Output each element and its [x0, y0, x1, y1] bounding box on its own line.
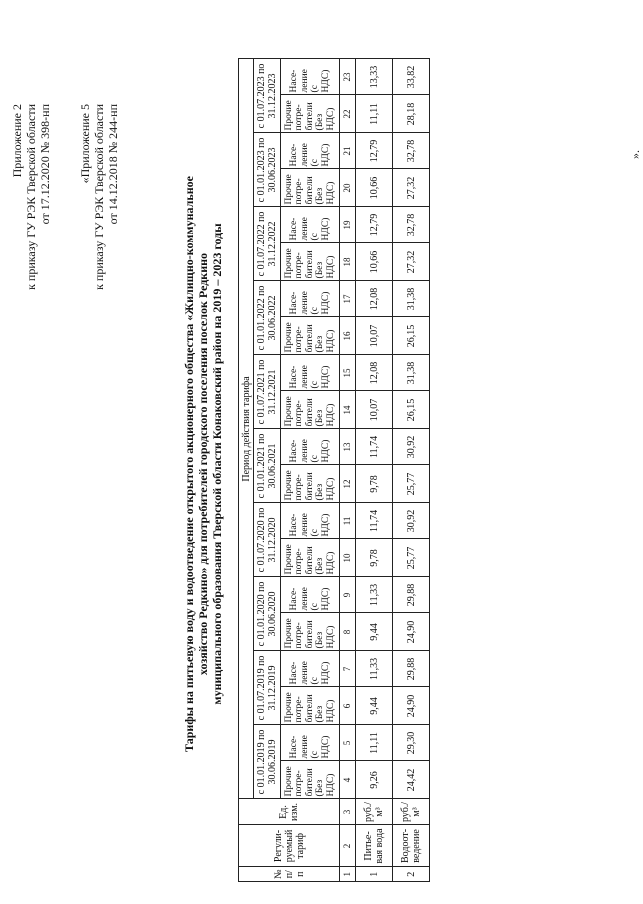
row-tariff-name: Питье-вая вода [356, 825, 393, 867]
header-row-periods [254, 59, 281, 882]
column-index: 21 [340, 133, 356, 169]
column-index: 4 [340, 761, 356, 799]
tariff-value: 24,90 [393, 687, 430, 725]
tariff-value: 24,42 [393, 761, 430, 799]
column-index: 16 [340, 317, 356, 355]
table-row [356, 59, 393, 882]
tariff-value: 33,82 [393, 59, 430, 95]
tariff-value: 12,79 [356, 133, 393, 169]
column-index: 18 [340, 243, 356, 281]
tariff-value: 26,15 [393, 317, 430, 355]
column-index: 6 [340, 687, 356, 725]
tariff-value: 32,78 [393, 207, 430, 243]
appendix-header-line: к приказу ГУ РЭК Тверской области [24, 104, 38, 290]
appendix-header-line: от 17.12.2020 № 398-нп [38, 104, 52, 225]
closing-mark: ». [628, 150, 642, 159]
original-appendix-header [78, 104, 120, 404]
tariff-value: 29,88 [393, 577, 430, 613]
period-header: Период действия тарифа [239, 59, 254, 799]
column-index: 1 [340, 867, 356, 882]
header-row-subcolumns [281, 59, 340, 882]
tariff-value: 24,90 [393, 613, 430, 651]
tariff-value: 26,15 [393, 391, 430, 429]
column-index: 20 [340, 169, 356, 207]
tariff-value: 31,38 [393, 281, 430, 317]
tariff-value: 27,32 [393, 169, 430, 207]
appendix-header-line: Приложение 2 [10, 104, 24, 178]
tariff-value: 25,77 [393, 465, 430, 503]
period-range: с 01.01.2023 по 30.06.2023 [254, 133, 281, 207]
subcol-other-consumers: Прочие потре-бители (Без НДС) [281, 169, 340, 207]
tariff-value: 11,11 [356, 95, 393, 133]
row-unit: руб./ м³ [393, 799, 430, 825]
column-index: 5 [340, 725, 356, 761]
tariff-value: 9,26 [356, 761, 393, 799]
tariff-table [238, 58, 430, 882]
period-range: с 01.01.2021 по 30.06.2021 [254, 429, 281, 503]
subcol-population: Насе-ление (с НДС) [281, 577, 340, 613]
tariff-value: 32,78 [393, 133, 430, 169]
tariff-value: 12,08 [356, 355, 393, 391]
appendix-header-line: от 14.12.2018 № 244-нп [106, 104, 120, 225]
tariff-value: 10,07 [356, 317, 393, 355]
table-row [393, 59, 430, 882]
period-range: с 01.01.2020 по 30.06.2020 [254, 577, 281, 651]
subcol-other-consumers: Прочие потре-бители (Без НДС) [281, 465, 340, 503]
title-line: муниципального образования Тверской области Конаковский район на 2019 – 2023 годы [210, 223, 224, 705]
tariff-value: 29,88 [393, 651, 430, 687]
period-range: с 01.07.2019 по 31.12.2019 [254, 651, 281, 725]
column-index: 3 [340, 799, 356, 825]
tariff-value: 11,74 [356, 429, 393, 465]
tariff-value: 29,30 [393, 725, 430, 761]
column-index: 23 [340, 59, 356, 95]
subcol-other-consumers: Прочие потре-бители (Без НДС) [281, 613, 340, 651]
header-row-period [239, 59, 254, 882]
period-range: с 01.07.2020 по 31.12.2020 [254, 503, 281, 577]
tariff-value: 9,44 [356, 613, 393, 651]
row-number: 2 [393, 867, 430, 882]
tariff-value: 12,08 [356, 281, 393, 317]
appendix-header-line: «Приложение 5 [78, 104, 92, 184]
tariff-value: 25,77 [393, 539, 430, 577]
column-index: 9 [340, 577, 356, 613]
column-index: 8 [340, 613, 356, 651]
subcol-population: Насе-ление (с НДС) [281, 651, 340, 687]
tariff-value: 11,33 [356, 577, 393, 613]
subcol-other-consumers: Прочие потре-бители (Без НДС) [281, 317, 340, 355]
tariff-value: 27,32 [393, 243, 430, 281]
col-header-number: № п/п [239, 867, 340, 882]
period-range: с 01.01.2019 по 30.06.2019 [254, 725, 281, 799]
tariff-value: 12,79 [356, 207, 393, 243]
column-index: 17 [340, 281, 356, 317]
subcol-population: Насе-ление (с НДС) [281, 133, 340, 169]
tariff-value: 11,11 [356, 725, 393, 761]
subcol-population: Насе-ление (с НДС) [281, 503, 340, 539]
title-line: Тарифы на питьевую воду и водоотведение открытого акционерного общества «Жилищно-коммунальное [182, 176, 196, 752]
tariff-value: 13,33 [356, 59, 393, 95]
tariff-value: 30,92 [393, 429, 430, 465]
column-index: 7 [340, 651, 356, 687]
subcol-population: Насе-ление (с НДС) [281, 59, 340, 95]
col-header-tariff: Регули-руемый тариф [239, 825, 340, 867]
column-index: 14 [340, 391, 356, 429]
column-index: 11 [340, 503, 356, 539]
tariff-value: 30,92 [393, 503, 430, 539]
column-index: 13 [340, 429, 356, 465]
tariff-value: 11,74 [356, 503, 393, 539]
row-number: 1 [356, 867, 393, 882]
tariff-value: 9,78 [356, 539, 393, 577]
subcol-population: Насе-ление (с НДС) [281, 429, 340, 465]
tariff-value: 9,44 [356, 687, 393, 725]
tariff-value: 10,66 [356, 243, 393, 281]
column-index: 15 [340, 355, 356, 391]
subcol-population: Насе-ление (с НДС) [281, 725, 340, 761]
tariff-value: 10,66 [356, 169, 393, 207]
subcol-population: Насе-ление (с НДС) [281, 207, 340, 243]
subcol-other-consumers: Прочие потре-бители (Без НДС) [281, 687, 340, 725]
column-index: 2 [340, 825, 356, 867]
title-line: хозяйство Редкино» для потребителей городского поселения поселок Редкино [196, 252, 210, 676]
period-range: с 01.01.2022 по 30.06.2022 [254, 281, 281, 355]
subcol-other-consumers: Прочие потре-бители (Без НДС) [281, 95, 340, 133]
column-index: 10 [340, 539, 356, 577]
column-index: 19 [340, 207, 356, 243]
subcol-other-consumers: Прочие потре-бители (Без НДС) [281, 243, 340, 281]
subcol-other-consumers: Прочие потре-бители (Без НДС) [281, 761, 340, 799]
row-tariff-name: Водоот-ведение [393, 825, 430, 867]
subcol-population: Насе-ление (с НДС) [281, 281, 340, 317]
subcol-population: Насе-ление (с НДС) [281, 355, 340, 391]
column-index: 12 [340, 465, 356, 503]
tariff-value: 10,07 [356, 391, 393, 429]
tariff-value: 11,33 [356, 651, 393, 687]
subcol-other-consumers: Прочие потре-бители (Без НДС) [281, 391, 340, 429]
appendix-header [10, 104, 52, 404]
tariff-value: 31,38 [393, 355, 430, 391]
period-range: с 01.07.2023 по 31.12.2023 [254, 59, 281, 133]
row-unit: руб./ м³ [356, 799, 393, 825]
appendix-header-line: к приказу ГУ РЭК Тверской области [92, 104, 106, 290]
column-index-row [340, 59, 356, 882]
document-title [182, 154, 224, 774]
subcol-other-consumers: Прочие потре-бители (Без НДС) [281, 539, 340, 577]
tariff-value: 9,78 [356, 465, 393, 503]
tariff-value: 28,18 [393, 95, 430, 133]
column-index: 22 [340, 95, 356, 133]
col-header-unit: Ед. изм. [239, 799, 340, 825]
period-range: с 01.07.2021 по 31.12.2021 [254, 355, 281, 429]
period-range: с 01.07.2022 по 31.12.2022 [254, 207, 281, 281]
